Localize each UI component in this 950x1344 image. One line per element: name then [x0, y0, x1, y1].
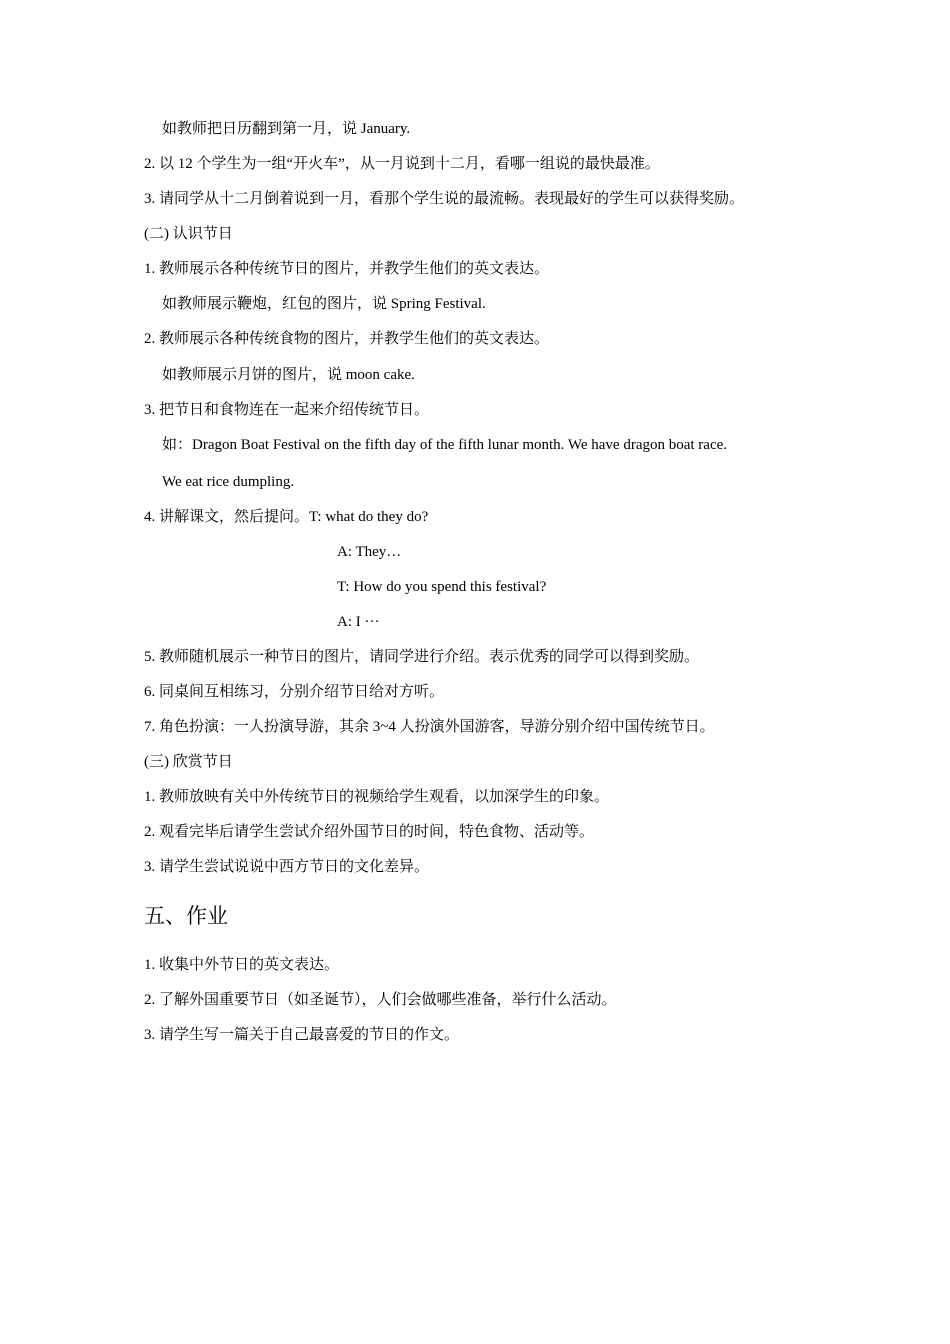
section-heading-homework: 五、作业 — [144, 904, 228, 928]
text-line-example-moon-cake: 如教师展示月饼的图片，说 moon cake. — [162, 367, 415, 383]
list-item-role-play: 7. 角色扮演：一人扮演导游，其余 3~4 人扮演外国游客，导游分别介绍中国传统节日。 — [144, 719, 715, 735]
list-item-play-video: 1. 教师放映有关中外传统节日的视频给学生观看，以加深学生的印象。 — [144, 789, 610, 805]
text-line-dragon-boat-example: 如：Dragon Boat Festival on the fifth day of the fifth lunar month. We have dragon boat race. — [162, 437, 728, 453]
list-item-introduce-foreign-festivals: 2. 观看完毕后请学生尝试介绍外国节日的时间，特色食物、活动等。 — [144, 824, 595, 840]
list-item-connect-festival-food: 3. 把节日和食物连在一起来介绍传统节日。 — [144, 402, 430, 418]
homework-item-write-essay: 3. 请学生写一篇关于自己最喜爱的节日的作文。 — [144, 1027, 460, 1043]
text-line-example-spring-festival: 如教师展示鞭炮，红包的图片，说 Spring Festival. — [162, 296, 486, 312]
dialogue-answer-1: A: They… — [337, 544, 402, 560]
list-item-pair-practice: 6. 同桌间互相练习，分别介绍节日给对方听。 — [144, 684, 445, 700]
list-item-show-festival-pictures: 1. 教师展示各种传统节日的图片，并教学生他们的英文表达。 — [144, 261, 550, 277]
list-item-explain-text: 4. 讲解课文，然后提问。T: what do they do? — [144, 509, 429, 525]
list-item-cultural-differences: 3. 请学生尝试说说中西方节日的文化差异。 — [144, 859, 430, 875]
section-heading-learn-festivals: (二) 认识节日 — [144, 226, 233, 242]
section-heading-appreciate-festivals: (三) 欣赏节日 — [144, 754, 233, 770]
list-item-show-food-pictures: 2. 教师展示各种传统食物的图片，并教学生他们的英文表达。 — [144, 331, 550, 347]
text-line-rice-dumpling: We eat rice dumpling. — [162, 474, 295, 490]
list-item-train-game: 2. 以 12 个学生为一组“开火车”，从一月说到十二月，看哪一组说的最快最准。 — [144, 156, 660, 172]
list-item-reverse-months: 3. 请同学从十二月倒着说到一月，看那个学生说的最流畅。表现最好的学生可以获得奖励。 — [144, 191, 745, 207]
text-line-example-january: 如教师把日历翻到第一月，说 January. — [162, 121, 411, 137]
homework-item-foreign-festival: 2. 了解外国重要节日（如圣诞节），人们会做哪些准备，举行什么活动。 — [144, 992, 617, 1008]
dialogue-answer-2: A: I ··· — [337, 614, 380, 630]
list-item-random-festival: 5. 教师随机展示一种节日的图片，请同学进行介绍。表示优秀的同学可以得到奖励。 — [144, 649, 700, 665]
homework-item-collect-expressions: 1. 收集中外节日的英文表达。 — [144, 957, 340, 973]
dialogue-question-2: T: How do you spend this festival? — [337, 579, 547, 595]
